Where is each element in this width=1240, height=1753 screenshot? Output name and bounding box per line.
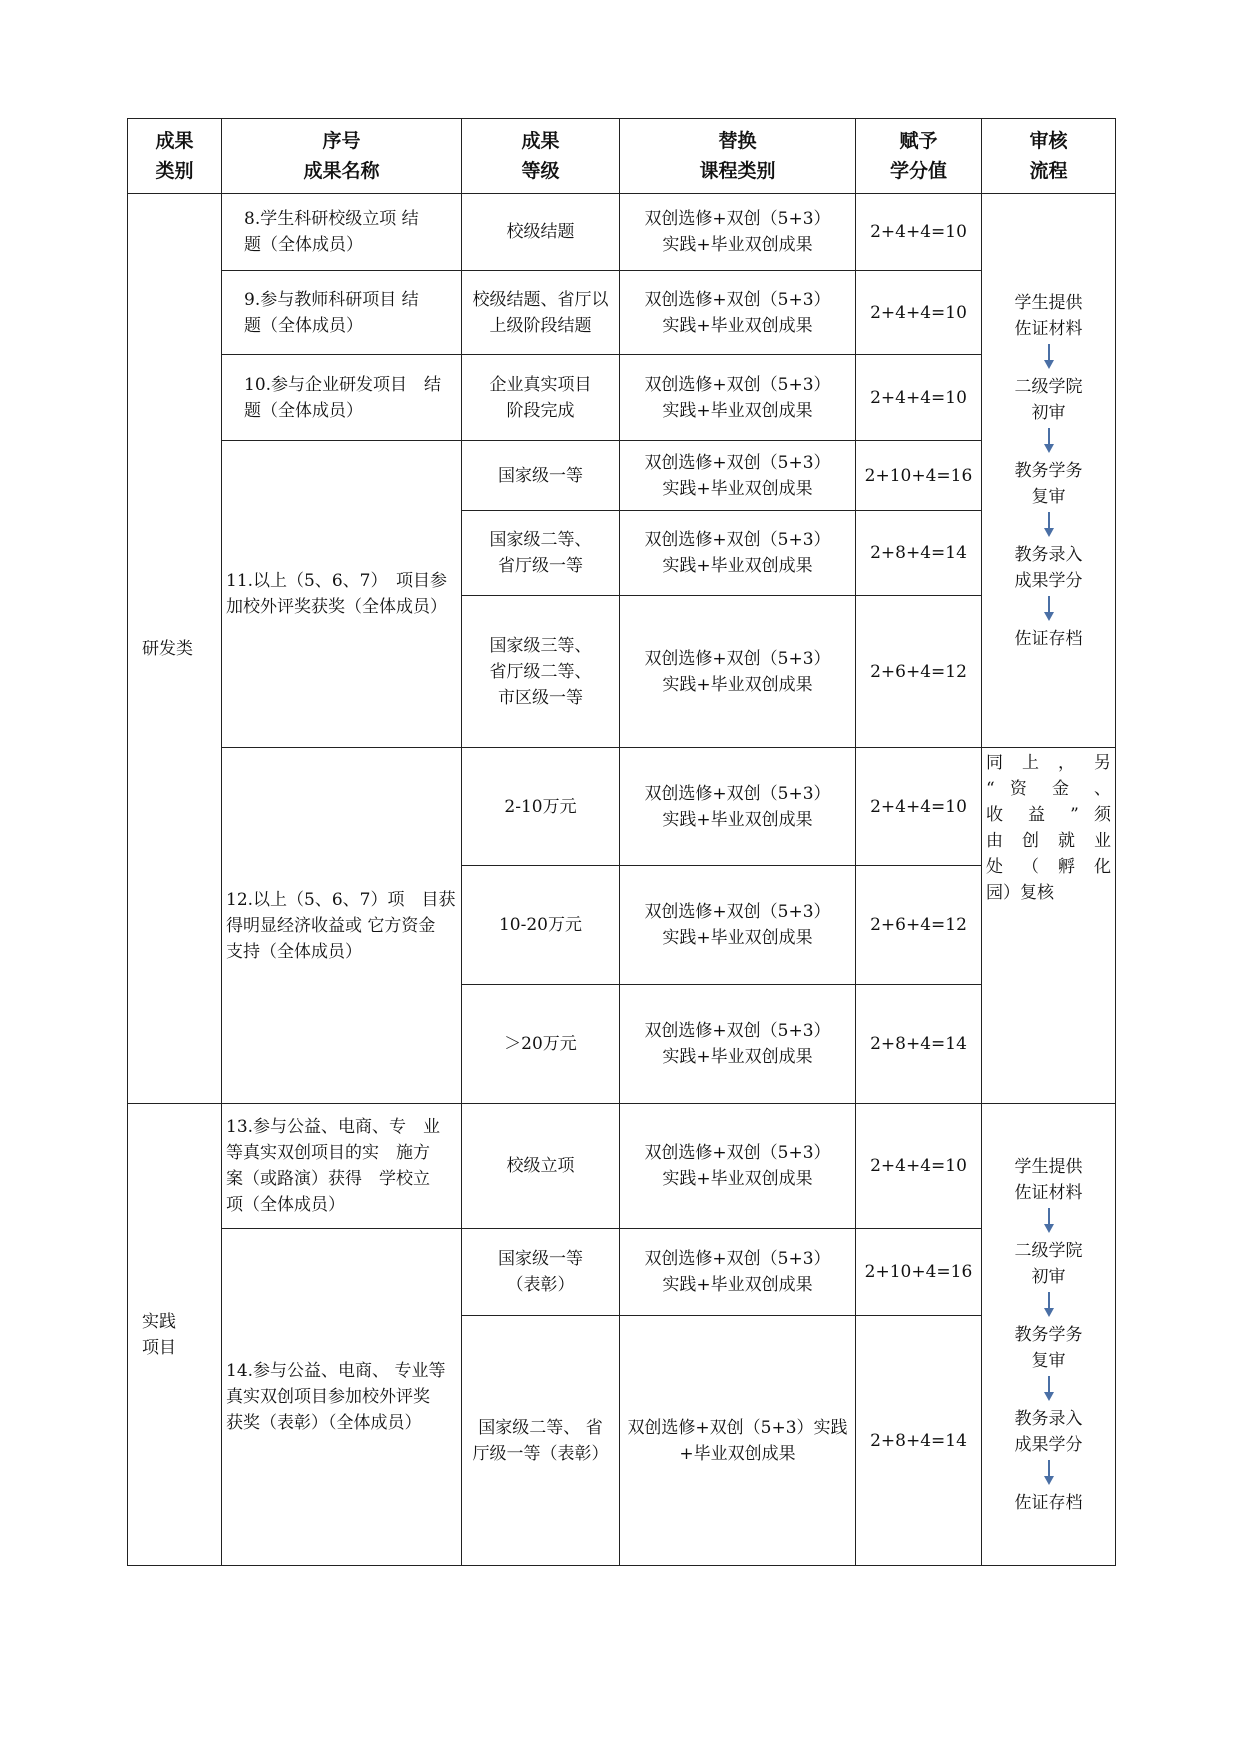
credit-value: 2+6+4=12 xyxy=(856,596,982,748)
achievement-level: 国家级一等 （表彰） xyxy=(462,1229,620,1316)
flow-step: 初审 xyxy=(1031,402,1066,423)
header-review: 审核 流程 xyxy=(982,119,1116,194)
header-credit: 赋予 学分值 xyxy=(856,119,982,194)
arrow-down-icon xyxy=(982,344,1115,374)
course-category: 双创选修+双创（5+3） 实践+毕业双创成果 xyxy=(620,985,856,1104)
course-category: 双创选修+双创（5+3）实践 +毕业双创成果 xyxy=(620,1316,856,1566)
course-category: 双创选修+双创（5+3） 实践+毕业双创成果 xyxy=(620,355,856,441)
header-row xyxy=(128,119,1116,194)
arrow-down-icon xyxy=(982,596,1115,626)
table-row xyxy=(128,1229,1116,1316)
flow-step: 佐证材料 xyxy=(1014,318,1083,339)
achievement-level: 企业真实项目 阶段完成 xyxy=(462,355,620,441)
course-category: 双创选修+双创（5+3） 实践+毕业双创成果 xyxy=(620,271,856,355)
achievement-level: 校级结题、省厅以 上级阶段结题 xyxy=(462,271,620,355)
table-row xyxy=(128,194,1116,271)
achievement-name: 12.以上（5、6、7）项 目获 得明显经济收益或 它方资金 支持（全体成员） xyxy=(222,748,462,1104)
credit-value: 2+4+4=10 xyxy=(856,271,982,355)
flow-step: 佐证存档 xyxy=(1014,1492,1083,1513)
achievement-level: 国家级二等、 省 厅级一等（表彰） xyxy=(462,1316,620,1566)
course-category: 双创选修+双创（5+3） 实践+毕业双创成果 xyxy=(620,596,856,748)
credit-table xyxy=(127,118,1116,1566)
flow-step: 教务录入 xyxy=(1014,1408,1083,1429)
flow-step: 成果学分 xyxy=(1014,1434,1083,1455)
flow-step: 二级学院 xyxy=(1014,1240,1083,1261)
course-category: 双创选修+双创（5+3） 实践+毕业双创成果 xyxy=(620,1104,856,1229)
course-category: 双创选修+双创（5+3） 实践+毕业双创成果 xyxy=(620,866,856,985)
credit-value: 2+4+4=10 xyxy=(856,1104,982,1229)
arrow-down-icon xyxy=(982,1292,1115,1322)
course-category: 双创选修+双创（5+3） 实践+毕业双创成果 xyxy=(620,1229,856,1316)
table-row xyxy=(128,748,1116,866)
credit-value: 2+10+4=16 xyxy=(856,1229,982,1316)
achievement-name: 11.以上（5、6、7） 项目参 加校外评奖获奖（全体成员） xyxy=(222,441,462,748)
flow-step: 教务录入 xyxy=(1014,544,1083,565)
arrow-down-icon xyxy=(982,1208,1115,1238)
header-course: 替换 课程类别 xyxy=(620,119,856,194)
table-row xyxy=(128,441,1116,511)
header-category: 成果 类别 xyxy=(128,119,222,194)
table-row xyxy=(128,1104,1116,1229)
course-category: 双创选修+双创（5+3） 实践+毕业双创成果 xyxy=(620,748,856,866)
flow-step: 二级学院 xyxy=(1014,376,1083,397)
arrow-down-icon xyxy=(982,512,1115,542)
achievement-name: 13.参与公益、电商、专 业 等真实双创项目的实 施方 案（或路演）获得 学校立 项（全体成员） xyxy=(222,1104,462,1229)
achievement-name: 9.参与教师科研项目 结 题（全体成员） xyxy=(222,271,462,355)
achievement-level: 2-10万元 xyxy=(462,748,620,866)
flow-step: 复审 xyxy=(1031,1350,1066,1371)
achievement-level: ＞20万元 xyxy=(462,985,620,1104)
credit-value: 2+8+4=14 xyxy=(856,1316,982,1566)
credit-value: 2+4+4=10 xyxy=(856,355,982,441)
flow-step: 学生提供 xyxy=(1014,292,1083,313)
achievement-level: 国家级二等、 省厅级一等 xyxy=(462,511,620,596)
credit-value: 2+4+4=10 xyxy=(856,194,982,271)
table-row xyxy=(128,355,1116,441)
credit-value: 2+10+4=16 xyxy=(856,441,982,511)
achievement-level: 国家级三等、 省厅级二等、 市区级一等 xyxy=(462,596,620,748)
review-flow xyxy=(982,1104,1116,1566)
flow-step: 教务学务 xyxy=(1014,460,1083,481)
credit-value: 2+4+4=10 xyxy=(856,748,982,866)
arrow-down-icon xyxy=(982,1460,1115,1490)
flow-step: 初审 xyxy=(1031,1266,1066,1287)
flow-step: 佐证存档 xyxy=(1014,628,1083,649)
flow-step: 佐证材料 xyxy=(1014,1182,1083,1203)
course-category: 双创选修+双创（5+3） 实践+毕业双创成果 xyxy=(620,441,856,511)
flow-step: 学生提供 xyxy=(1014,1156,1083,1177)
flow-step: 成果学分 xyxy=(1014,570,1083,591)
category-research: 研发类 xyxy=(128,194,222,1104)
flow-step: 复审 xyxy=(1031,486,1066,507)
flow-step: 教务学务 xyxy=(1014,1324,1083,1345)
achievement-level: 校级结题 xyxy=(462,194,620,271)
achievement-name: 14.参与公益、电商、 专业等 真实双创项目参加校外评奖 获奖（表彰）（全体成员） xyxy=(222,1229,462,1566)
achievement-name: 8.学生科研校级立项 结 题（全体成员） xyxy=(222,194,462,271)
course-category: 双创选修+双创（5+3） 实践+毕业双创成果 xyxy=(620,194,856,271)
arrow-down-icon xyxy=(982,1376,1115,1406)
review-note: 同 上 ， 另 “ 资 金 、 收 益 ” 须 由 创 就 业 处 （ 孵 化 园）复核 xyxy=(982,748,1116,1104)
achievement-level: 校级立项 xyxy=(462,1104,620,1229)
category-practice: 实践 项目 xyxy=(128,1104,222,1566)
header-level: 成果 等级 xyxy=(462,119,620,194)
achievement-level: 10-20万元 xyxy=(462,866,620,985)
course-category: 双创选修+双创（5+3） 实践+毕业双创成果 xyxy=(620,511,856,596)
arrow-down-icon xyxy=(982,428,1115,458)
credit-value: 2+8+4=14 xyxy=(856,511,982,596)
achievement-level: 国家级一等 xyxy=(462,441,620,511)
table-row xyxy=(128,271,1116,355)
achievement-name: 10.参与企业研发项目 结 题（全体成员） xyxy=(222,355,462,441)
credit-value: 2+8+4=14 xyxy=(856,985,982,1104)
header-name: 序号 成果名称 xyxy=(222,119,462,194)
credit-value: 2+6+4=12 xyxy=(856,866,982,985)
review-flow xyxy=(982,194,1116,748)
